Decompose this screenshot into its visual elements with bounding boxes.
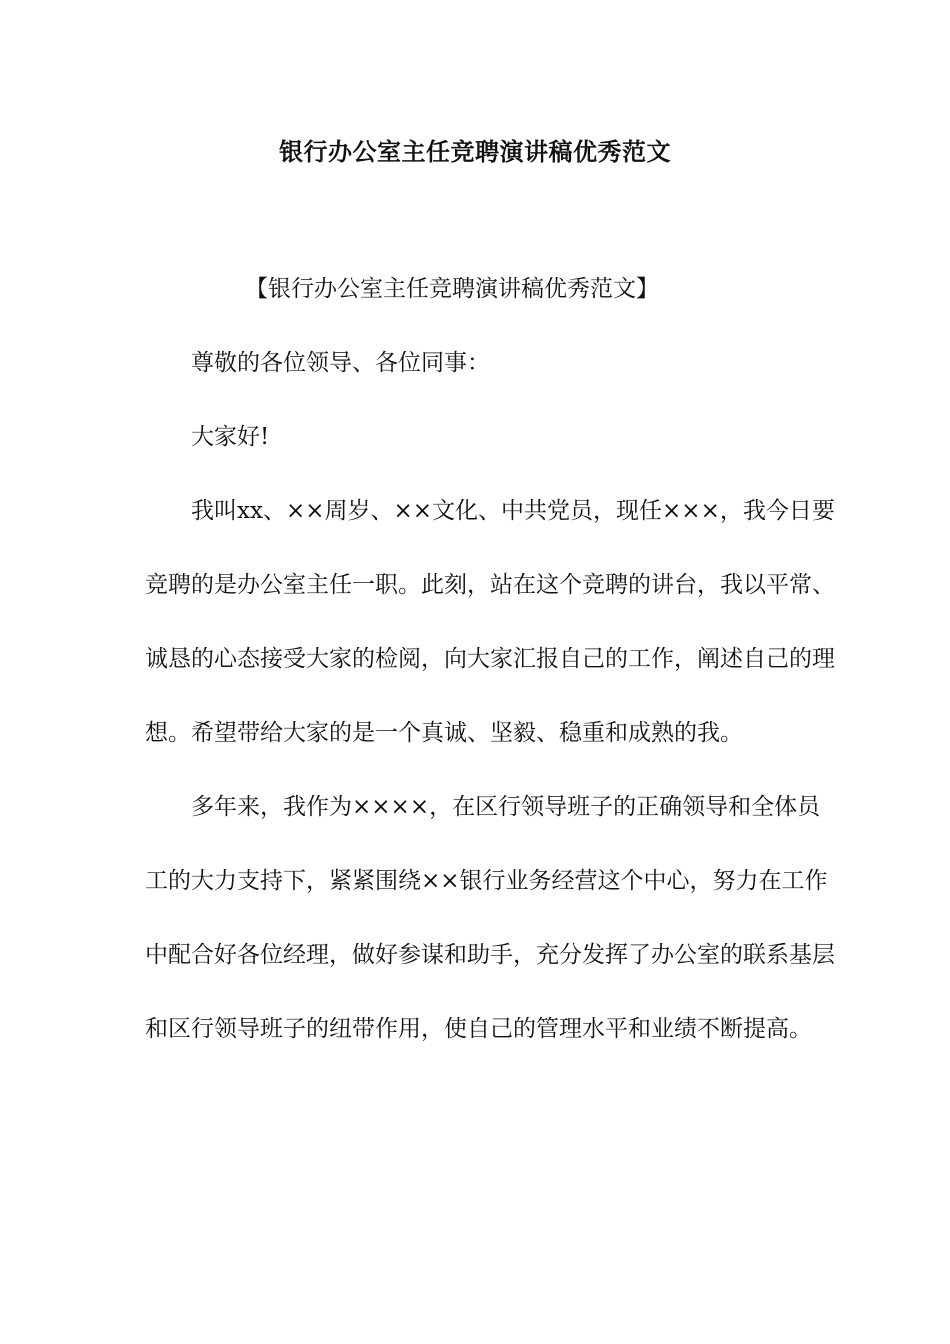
paragraph-introduction: 我叫xx、××周岁、××文化、中共党员，现任×××，我今日要竞聘的是办公室主任一职。此刻，站在这个竞聘的讲台，我以平常、诚恳的心态接受大家的检阅，向大家汇报自己的工作，阐述自己的理想。希望带给大家的是一个真诚、坚毅、稳重和成熟的我。 [145, 498, 835, 746]
document-subtitle: 【银行办公室主任竞聘演讲稿优秀范文】 [245, 276, 659, 302]
document-body [145, 252, 835, 1066]
paragraph-greeting: 尊敬的各位领导、各位同事： [191, 350, 490, 376]
paragraph-hello: 大家好! [191, 424, 270, 450]
document-title: 银行办公室主任竞聘演讲稿优秀范文 [279, 137, 671, 166]
paragraph-experience: 多年来，我作为××××，在区行领导班子的正确领导和全体员工的大力支持下，紧紧围绕××银行业务经营这个中心，努力在工作中配合好各位经理，做好参谋和助手，充分发挥了办公室的联系基层和区行领导班子的纽带作用，使自己的管理水平和业绩不断提高。 [145, 794, 835, 1042]
